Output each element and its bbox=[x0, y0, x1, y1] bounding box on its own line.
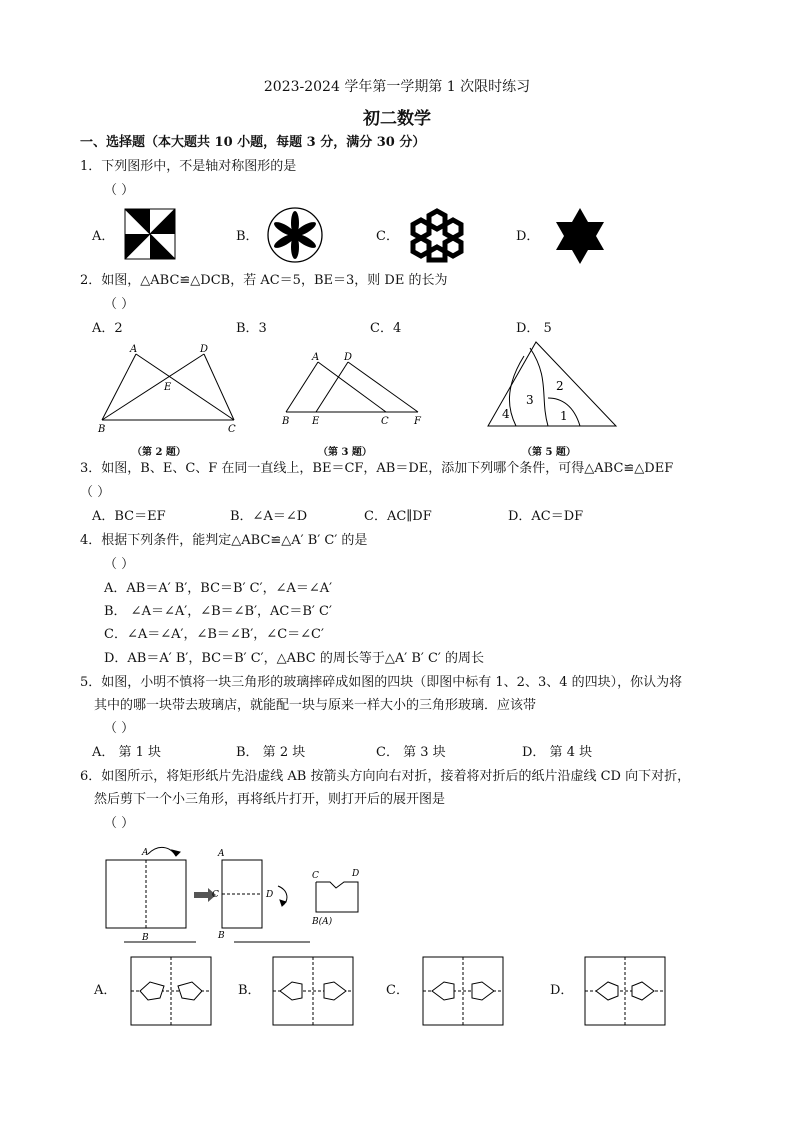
q1-option-c[interactable]: C． bbox=[376, 229, 399, 244]
flower-figure bbox=[266, 206, 324, 264]
q2-stem: 2．如图，△ABC≌△DCB，若 AC＝5，BE＝3，则 DE 的长为 bbox=[80, 273, 448, 288]
fold-label-c2: C bbox=[312, 871, 319, 881]
fig5-piece-2: 2 bbox=[556, 379, 564, 393]
q3-option-c[interactable]: C．AC∥DF bbox=[364, 509, 432, 524]
q2-answer-bracket: （ ） bbox=[104, 297, 135, 312]
q6-answer-bracket: （ ） bbox=[104, 816, 135, 831]
q5-answer-bracket: （ ） bbox=[104, 721, 135, 736]
section-heading: 一、选择题（本大题共 10 小题，每题 3 分，满分 30 分） bbox=[80, 135, 426, 150]
pinwheel-figure bbox=[124, 208, 176, 260]
q3-option-b[interactable]: B．∠A＝∠D bbox=[230, 509, 308, 524]
hexagon-ring-figure bbox=[406, 208, 468, 262]
fold-label-a: A bbox=[142, 848, 149, 858]
fig5-piece-1: 1 bbox=[560, 409, 568, 423]
q3-answer-bracket: （ ） bbox=[80, 485, 111, 500]
figure-q5 bbox=[484, 338, 620, 432]
q6-option-d[interactable]: D． bbox=[550, 983, 574, 998]
q2-option-d[interactable]: D． 5 bbox=[516, 321, 552, 336]
q5-stem-line1: 5．如图，小明不慎将一块三角形的玻璃摔碎成如图的四块（即图中标有 1、2、3、4 的四块），你认为将 bbox=[80, 675, 683, 690]
q6-option-b[interactable]: B． bbox=[238, 983, 261, 998]
folding-diagram bbox=[96, 840, 396, 948]
fold-label-ba: B(A) bbox=[312, 917, 333, 927]
q1-stem: 1．下列图形中，不是轴对称图形的是 bbox=[80, 159, 297, 174]
q3-option-a[interactable]: A．BC＝EF bbox=[92, 509, 166, 524]
fold-label-d2: D bbox=[352, 869, 360, 879]
fig3-label-a: A bbox=[312, 352, 320, 363]
q6-stem-line1: 6．如图所示，将矩形纸片先沿虚线 AB 按箭头方向向右对折，接着将对折后的纸片沿虚线 CD 向下对折， bbox=[80, 769, 691, 784]
caption-q2: （第 2 题） bbox=[132, 447, 186, 458]
q5-option-c[interactable]: C． 第 3 块 bbox=[376, 745, 446, 760]
star-of-david-figure bbox=[552, 206, 608, 266]
exam-title: 2023-2024 学年第一学期第 1 次限时练习 bbox=[263, 79, 531, 95]
fig3-label-d: D bbox=[344, 352, 353, 363]
q6-option-b-figure[interactable] bbox=[272, 956, 354, 1026]
caption-q5: （第 5 题） bbox=[522, 447, 576, 458]
q5-option-a[interactable]: A． 第 1 块 bbox=[92, 745, 162, 760]
fig3-label-c: C bbox=[381, 416, 389, 427]
fig3-label-f: F bbox=[414, 416, 421, 427]
q4-option-c[interactable]: C．∠A＝∠A′，∠B＝∠B′，∠C＝∠C′ bbox=[104, 627, 324, 642]
q6-option-d-figure[interactable] bbox=[584, 956, 666, 1026]
fig5-piece-4: 4 bbox=[502, 407, 510, 421]
fold-label-d: D bbox=[266, 890, 274, 900]
q2-option-c[interactable]: C．4 bbox=[370, 321, 402, 336]
fold-label-b2: B bbox=[218, 931, 225, 941]
q5-option-d[interactable]: D． 第 4 块 bbox=[522, 745, 593, 760]
q3-stem: 3．如图，B、E、C、F 在同一直线上，BE＝CF，AB＝DE，添加下列哪个条件，可得△ABC≌△DEF bbox=[80, 461, 674, 476]
q5-stem-line2: 其中的哪一块带去玻璃店，就能配一块与原来一样大小的三角形玻璃．应该带 bbox=[94, 698, 537, 713]
q4-answer-bracket: （ ） bbox=[104, 557, 135, 572]
q4-option-d[interactable]: D．AB＝A′ B′，BC＝B′ C′，△ABC 的周长等于△A′ B′ C′ 的周长 bbox=[104, 651, 485, 666]
q4-option-a[interactable]: A．AB＝A′ B′，BC＝B′ C′，∠A＝∠A′ bbox=[104, 581, 333, 596]
q6-option-a-figure[interactable] bbox=[130, 956, 212, 1026]
q6-option-c-figure[interactable] bbox=[422, 956, 504, 1026]
q6-option-c[interactable]: C． bbox=[386, 983, 409, 998]
figure-q2 bbox=[92, 342, 252, 438]
fig2-label-a: A bbox=[130, 344, 138, 355]
q6-option-a[interactable]: A． bbox=[94, 983, 117, 998]
fig5-piece-3: 3 bbox=[526, 393, 534, 407]
fig3-label-e: E bbox=[312, 416, 320, 427]
fig2-label-d: D bbox=[200, 344, 209, 355]
q1-answer-bracket: （ ） bbox=[104, 183, 135, 198]
q1-option-b[interactable]: B． bbox=[236, 229, 259, 244]
q5-option-b[interactable]: B． 第 2 块 bbox=[236, 745, 306, 760]
subject-title: 初二数学 bbox=[363, 109, 431, 129]
q4-option-b[interactable]: B． ∠A＝∠A′，∠B＝∠B′，AC＝B′ C′ bbox=[104, 604, 332, 619]
fig3-label-b: B bbox=[282, 416, 290, 427]
caption-q3: （第 3 题） bbox=[318, 447, 372, 458]
q1-option-a[interactable]: A． bbox=[92, 229, 115, 244]
fold-label-a2: A bbox=[218, 849, 225, 859]
fig2-label-e: E bbox=[164, 382, 172, 393]
fold-label-c: C bbox=[212, 890, 219, 900]
q1-option-d[interactable]: D． bbox=[516, 229, 540, 244]
q4-stem: 4．根据下列条件，能判定△ABC≌△A′ B′ C′ 的是 bbox=[80, 533, 368, 548]
q2-option-a[interactable]: A．2 bbox=[92, 321, 123, 336]
fig2-label-b: B bbox=[98, 424, 106, 435]
fold-label-b: B bbox=[142, 933, 149, 943]
q3-option-d[interactable]: D．AC＝DF bbox=[508, 509, 584, 524]
q6-stem-line2: 然后剪下一个小三角形，再将纸片打开，则打开后的展开图是 bbox=[94, 792, 446, 807]
q2-option-b[interactable]: B．3 bbox=[236, 321, 267, 336]
figure-q3 bbox=[278, 350, 428, 430]
fig2-label-c: C bbox=[228, 424, 236, 435]
